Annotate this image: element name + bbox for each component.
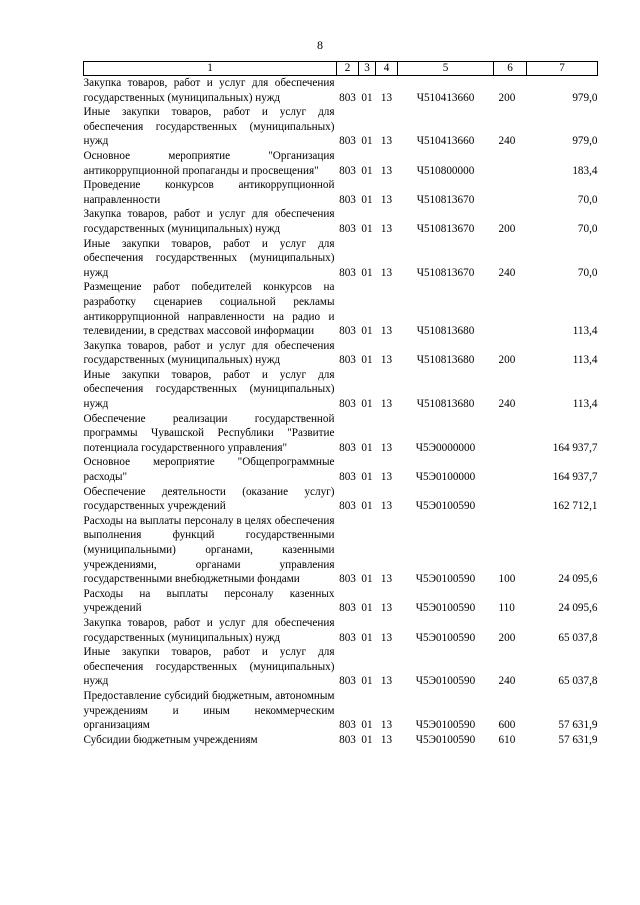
row-amount-cell: 24 095,6 <box>558 573 598 586</box>
row-ministry-code-cell: 803 <box>339 354 356 367</box>
row-section-cell: 01 <box>361 398 373 411</box>
row-subsection-cell: 13 <box>380 354 393 367</box>
row-amount-cell: 24 095,6 <box>558 602 598 615</box>
row-subsection-cell: 13 <box>380 500 393 513</box>
row-ministry-code-cell: 803 <box>339 719 356 732</box>
row-section-cell: 01 <box>361 471 373 484</box>
row-name-cell: Расходы на выплаты персоналу казенных учреждений <box>83 587 335 615</box>
row-amount-cell: 70,0 <box>577 266 598 279</box>
row-amount-cell: 113,4 <box>572 354 598 367</box>
table-row <box>84 207 598 236</box>
row-target-code-cell: Ч510813670 <box>416 193 475 206</box>
table-row <box>84 485 598 514</box>
row-target-code-cell: Ч5Э0100590 <box>415 719 476 732</box>
row-ministry-code-cell: 803 <box>339 266 356 279</box>
row-amount-cell: 65 037,8 <box>558 675 598 688</box>
row-expense-type-cell <box>494 485 527 514</box>
row-expense-type-cell: 200 <box>498 354 516 367</box>
row-section-cell: 01 <box>361 631 373 644</box>
row-subsection-cell: 13 <box>380 266 393 279</box>
row-ministry-code-cell: 803 <box>339 193 356 206</box>
page-number: 8 <box>317 38 323 52</box>
column-header-2: 2 <box>337 62 359 76</box>
row-target-code-cell: Ч510413660 <box>416 135 475 148</box>
row-target-code-cell: Ч510413660 <box>416 91 475 104</box>
row-ministry-code-cell: 803 <box>339 675 356 688</box>
row-name-cell: Закупка товаров, работ и услуг для обеспечения государственных (муниципальных) нужд <box>83 616 335 644</box>
row-name-cell: Иные закупки товаров, работ и услуг для обеспечения государственных (муниципальных) нужд <box>83 237 335 279</box>
row-expense-type-cell: 110 <box>498 602 515 615</box>
row-name-cell: Иные закупки товаров, работ и услуг для обеспечения государственных (муниципальных) нужд <box>83 368 335 411</box>
row-expense-type-cell <box>494 149 527 178</box>
row-target-code-cell: Ч5Э0100590 <box>415 573 476 586</box>
row-ministry-code-cell: 803 <box>339 631 356 644</box>
table-body <box>84 76 598 748</box>
row-section-cell: 01 <box>361 719 373 732</box>
row-ministry-code-cell: 803 <box>339 164 356 177</box>
row-ministry-code-cell: 803 <box>339 573 356 586</box>
table-row <box>84 412 598 456</box>
row-subsection-cell: 13 <box>380 193 393 206</box>
row-name-cell: Иные закупки товаров, работ и услуг для обеспечения государственных (муниципальных) нужд <box>83 646 335 688</box>
row-subsection-cell: 13 <box>380 135 393 148</box>
row-target-code-cell: Ч510813680 <box>416 398 475 411</box>
table-row <box>84 587 598 616</box>
row-target-code-cell: Ч5Э0100590 <box>415 733 476 746</box>
row-target-code-cell: Ч510813670 <box>416 266 475 279</box>
row-ministry-code-cell: 803 <box>339 471 356 484</box>
row-target-code-cell: Ч510813680 <box>416 325 475 338</box>
row-ministry-code-cell: 803 <box>339 325 356 338</box>
table-row <box>84 733 598 748</box>
row-section-cell: 01 <box>361 325 373 338</box>
row-name-cell: Закупка товаров, работ и услуг для обеспечения государственных (муниципальных) нужд <box>83 208 335 235</box>
row-expense-type-cell <box>494 455 527 484</box>
table-row <box>84 645 598 689</box>
budget-table <box>83 61 598 747</box>
row-name-cell: Иные закупки товаров, работ и услуг для обеспечения государственных (муниципальных) нужд <box>83 106 335 148</box>
row-amount-cell: 57 631,9 <box>558 719 598 732</box>
row-amount-cell: 183,4 <box>572 164 598 177</box>
row-expense-type-cell: 100 <box>498 573 516 586</box>
row-section-cell: 01 <box>361 164 373 177</box>
row-name-cell: Закупка товаров, работ и услуг для обеспечения государственных (муниципальных) нужд <box>83 77 335 104</box>
row-amount-cell: 70,0 <box>577 193 598 206</box>
table-row <box>84 616 598 645</box>
table-row <box>84 339 598 368</box>
table-row <box>84 178 598 207</box>
row-expense-type-cell <box>494 280 527 338</box>
row-ministry-code-cell: 803 <box>339 398 356 411</box>
row-target-code-cell: Ч5Э0100590 <box>415 631 476 644</box>
row-subsection-cell: 13 <box>380 719 393 732</box>
row-ministry-code-cell: 803 <box>339 500 356 513</box>
row-expense-type-cell: 240 <box>498 135 516 148</box>
column-header-3: 3 <box>359 62 376 76</box>
row-subsection-cell: 13 <box>380 733 393 746</box>
row-expense-type-cell: 240 <box>498 675 516 688</box>
row-amount-cell: 164 937,7 <box>552 471 598 484</box>
row-target-code-cell: Ч510813680 <box>416 354 475 367</box>
row-section-cell: 01 <box>361 602 373 615</box>
table-row <box>84 689 598 733</box>
row-subsection-cell: 13 <box>380 631 393 644</box>
row-section-cell: 01 <box>361 675 373 688</box>
row-expense-type-cell <box>494 412 527 456</box>
row-target-code-cell: Ч5Э0100590 <box>415 500 476 513</box>
row-target-code-cell: Ч510813670 <box>416 222 475 235</box>
row-target-code-cell: Ч5Э0000000 <box>415 441 476 454</box>
row-section-cell: 01 <box>361 354 373 367</box>
column-header-5: 5 <box>398 62 494 76</box>
table-row <box>84 149 598 178</box>
row-expense-type-cell: 240 <box>498 398 516 411</box>
table-row <box>84 455 598 484</box>
row-name-cell: Проведение конкурсов антикоррупционной направленности <box>83 179 335 206</box>
table-header-row <box>84 62 598 76</box>
row-subsection-cell: 13 <box>380 441 393 454</box>
row-subsection-cell: 13 <box>380 602 393 615</box>
table-row <box>84 76 598 106</box>
row-subsection-cell: 13 <box>380 91 393 104</box>
row-target-code-cell: Ч5Э0100000 <box>415 471 476 484</box>
row-subsection-cell: 13 <box>380 573 393 586</box>
row-target-code-cell: Ч5Э0100590 <box>415 675 476 688</box>
row-name-cell: Основное мероприятие "Общепрограммные расходы" <box>83 456 335 484</box>
row-amount-cell: 65 037,8 <box>558 631 598 644</box>
table-row <box>84 105 598 149</box>
row-ministry-code-cell: 803 <box>339 733 356 746</box>
row-section-cell: 01 <box>361 222 373 235</box>
row-expense-type-cell: 600 <box>498 719 516 732</box>
row-expense-type-cell: 610 <box>498 733 516 746</box>
row-subsection-cell: 13 <box>380 675 393 688</box>
row-section-cell: 01 <box>361 135 373 148</box>
table-row <box>84 514 598 587</box>
row-expense-type-cell: 240 <box>498 266 516 279</box>
row-amount-cell: 70,0 <box>577 222 598 235</box>
row-section-cell: 01 <box>361 91 373 104</box>
row-ministry-code-cell: 803 <box>339 135 356 148</box>
row-section-cell: 01 <box>361 193 373 206</box>
row-subsection-cell: 13 <box>380 398 393 411</box>
row-amount-cell: 979,0 <box>572 91 598 104</box>
row-expense-type-cell: 200 <box>498 91 516 104</box>
row-ministry-code-cell: 803 <box>339 91 356 104</box>
table-row <box>84 237 598 281</box>
row-name-cell: Обеспечение реализации государственной программы Чувашской Республики "Развитие потенциала государственного управления" <box>83 412 335 454</box>
row-ministry-code-cell: 803 <box>339 222 356 235</box>
row-expense-type-cell: 200 <box>498 222 516 235</box>
row-target-code-cell: Ч5Э0100590 <box>415 602 476 615</box>
row-name-cell: Предоставление субсидий бюджетным, автономным учреждениям и иным некоммерческим организациям <box>83 689 335 732</box>
row-amount-cell: 113,4 <box>572 325 598 338</box>
row-name-cell: Расходы на выплаты персоналу в целях обеспечения выполнения функций государственными (муниципальными) органами, казенными учреждениями, органами управления государственными внебюджетными фондами <box>83 514 335 586</box>
row-section-cell: 01 <box>361 573 373 586</box>
row-target-code-cell: Ч510800000 <box>416 164 475 177</box>
row-amount-cell: 164 937,7 <box>552 441 598 454</box>
row-name-cell: Обеспечение деятельности (оказание услуг) государственных учреждений <box>83 485 335 513</box>
row-subsection-cell: 13 <box>380 164 393 177</box>
row-expense-type-cell <box>494 178 527 207</box>
row-amount-cell: 162 712,1 <box>552 500 598 513</box>
row-subsection-cell: 13 <box>380 222 393 235</box>
row-section-cell: 01 <box>361 500 373 513</box>
row-amount-cell: 113,4 <box>572 398 598 411</box>
table-row <box>84 280 598 338</box>
row-expense-type-cell: 200 <box>498 631 516 644</box>
row-section-cell: 01 <box>361 441 373 454</box>
column-header-7: 7 <box>527 62 598 76</box>
row-name-cell: Размещение работ победителей конкурсов на разработку сценариев социальной рекламы антикоррупционной направленности на радио и телевидении, в средствах массовой информации <box>83 281 335 338</box>
row-name-cell: Субсидии бюджетным учреждениям <box>83 733 258 746</box>
row-section-cell: 01 <box>361 733 373 746</box>
column-header-4: 4 <box>376 62 398 76</box>
row-name-cell: Основное мероприятие "Организация антикоррупционной пропаганды и просвещения" <box>83 149 335 177</box>
row-ministry-code-cell: 803 <box>339 441 356 454</box>
column-header-6: 6 <box>494 62 527 76</box>
row-amount-cell: 57 631,9 <box>558 733 598 746</box>
row-amount-cell: 979,0 <box>572 135 598 148</box>
row-ministry-code-cell: 803 <box>339 602 356 615</box>
column-header-1: 1 <box>84 62 337 76</box>
row-subsection-cell: 13 <box>380 325 393 338</box>
row-subsection-cell: 13 <box>380 471 393 484</box>
table-row <box>84 368 598 412</box>
row-name-cell: Закупка товаров, работ и услуг для обеспечения государственных (муниципальных) нужд <box>83 339 335 367</box>
row-section-cell: 01 <box>361 266 373 279</box>
